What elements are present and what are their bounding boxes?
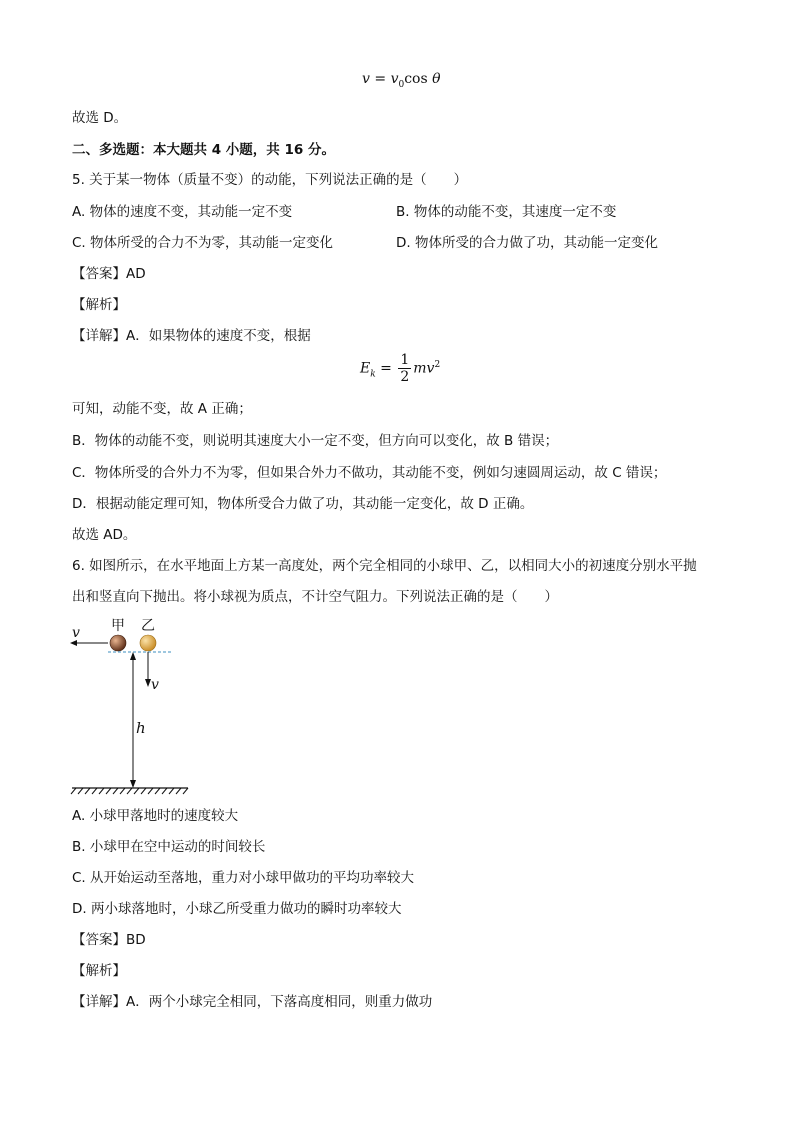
formula-velocity: $v = v_0\cos$ θ	[362, 71, 441, 90]
height-arrowhead-bottom	[130, 780, 136, 788]
q5-option-a: A. 物体的速度不变，其动能一定不变	[72, 204, 293, 220]
q6-answer: 【答案】BD	[72, 932, 146, 948]
q5-detail-d: D．根据动能定理可知，物体所受合力做了功，其动能一定变化，故 D 正确。	[72, 496, 534, 512]
q6-detail-a: 【详解】A．两个小球完全相同，下落高度相同，则重力做功	[72, 994, 433, 1010]
q6-option-a: A. 小球甲落地时的速度较大	[72, 808, 239, 824]
q5-detail-c: C．物体所受的合外力不为零，但如果合外力不做功，其动能不变，例如匀速圆周运动，故 C 错误；	[72, 465, 667, 481]
q5-detail-a: 【详解】A．如果物体的速度不变，根据	[72, 328, 311, 344]
q6-analysis-label: 【解析】	[72, 963, 126, 979]
q5-conclusion: 故选 AD。	[72, 527, 137, 543]
v-vertical-label: v	[151, 677, 159, 693]
ball-jia	[110, 635, 126, 651]
q5-stem: 5. 关于某一物体（质量不变）的动能，下列说法正确的是（ ）	[72, 172, 468, 188]
q4-conclusion: 故选 D。	[72, 110, 128, 126]
ball-jia-label: 甲	[111, 618, 125, 634]
q6-option-d: D. 两小球落地时，小球乙所受重力做功的瞬时功率较大	[72, 901, 402, 917]
projectile-figure	[60, 615, 260, 805]
formula-kinetic-energy: $E_k$ = $\frac{1}{2}$ $mv^2$	[360, 352, 441, 385]
q6-option-b: B. 小球甲在空中运动的时间较长	[72, 839, 266, 855]
ball-yi	[140, 635, 156, 651]
section-title: 二、多选题：本大题共 4 小题，共 16 分。	[72, 142, 335, 158]
v-horizontal-label: v	[72, 625, 80, 641]
q5-option-c: C. 物体所受的合力不为零，其动能一定变化	[72, 235, 334, 251]
q5-after-formula: 可知，动能不变，故 A 正确；	[72, 401, 252, 417]
q6-stem-line1: 6. 如图所示，在水平地面上方某一高度处，两个完全相同的小球甲、乙，以相同大小的初速度分别水平抛	[72, 558, 697, 574]
ball-yi-label: 乙	[141, 618, 155, 634]
fraction-half: $\frac{1}{2}$	[400, 352, 410, 385]
q5-option-b: B. 物体的动能不变，其速度一定不变	[396, 204, 617, 220]
q6-option-c: C. 从开始运动至落地，重力对小球甲做功的平均功率较大	[72, 870, 415, 886]
q6-stem-line2: 出和竖直向下抛出。将小球视为质点，不计空气阻力。下列说法正确的是（ ）	[72, 589, 558, 605]
q5-detail-b: B．物体的动能不变，则说明其速度大小一定不变，但方向可以变化，故 B 错误；	[72, 433, 559, 449]
height-label: h	[136, 719, 146, 737]
height-arrowhead-top	[130, 652, 136, 660]
q5-analysis-label: 【解析】	[72, 297, 126, 313]
q5-answer: 【答案】AD	[72, 266, 146, 282]
q5-option-d: D. 物体所受的合力做了功，其动能一定变化	[396, 235, 658, 251]
ground-hatching	[71, 788, 188, 794]
